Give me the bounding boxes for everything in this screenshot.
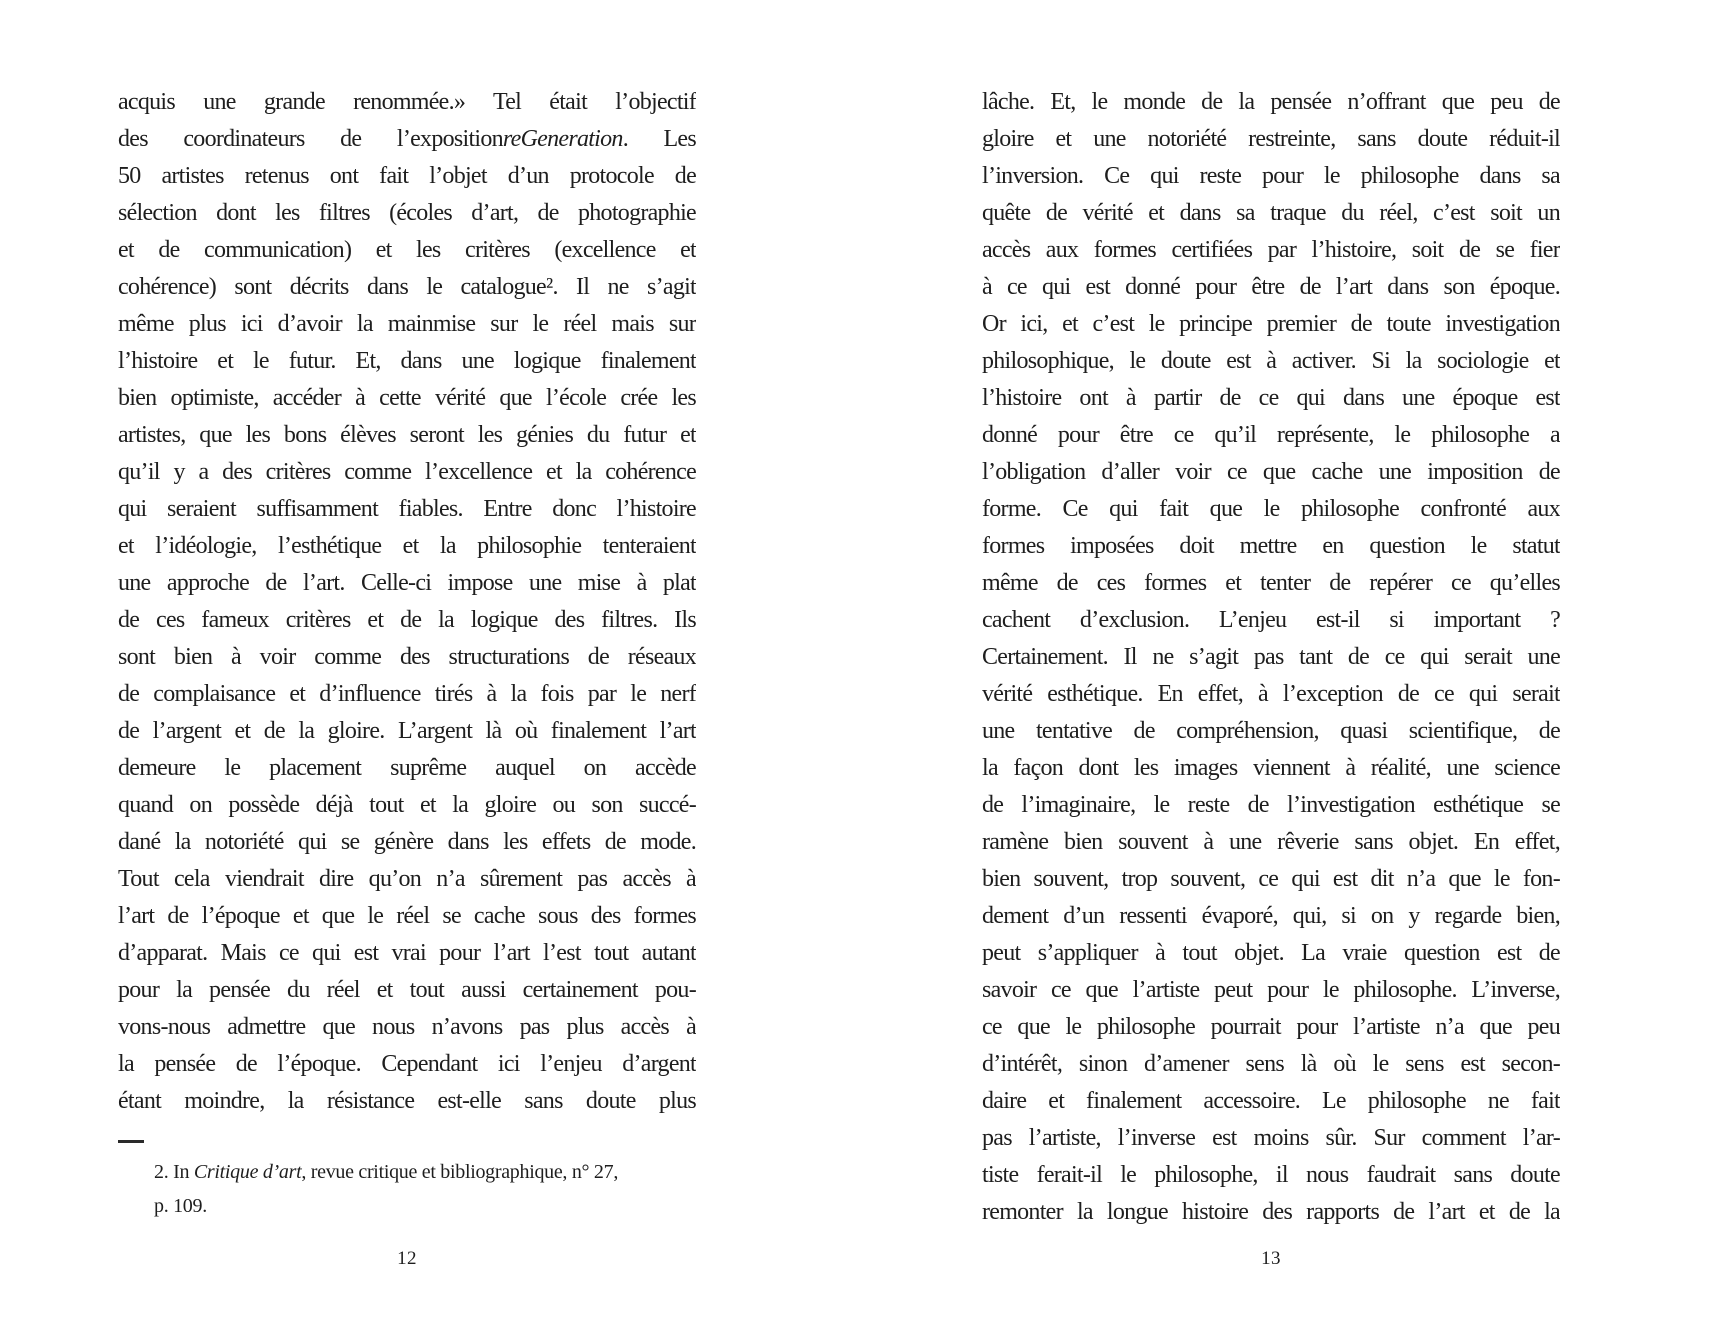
text-run: des coordinateurs de l’exposition — [118, 126, 503, 152]
footnote-citation-rest: , revue critique et bibliographique, n° 27, — [301, 1161, 619, 1183]
text-line: dané la notoriété qui se génère dans les effets de mode. — [118, 829, 696, 855]
text-line: de complaisance et d’influence tirés à la fois par le nerf — [118, 681, 696, 707]
text-line: vérité esthétique. En effet, à l’exception de ce qui serait — [982, 681, 1560, 707]
footnote-line-2: p. 109. — [154, 1195, 207, 1217]
text-line — [118, 121, 696, 158]
text-line: Certainement. Il ne s’agit pas tant de ce qui serait une — [982, 644, 1560, 670]
text-line: une approche de l’art. Celle-ci impose une mise à plat — [118, 570, 696, 596]
italic-text-run: reGeneration — [502, 126, 623, 152]
text-line: même plus ici d’avoir la mainmise sur le réel mais sur — [118, 311, 696, 337]
text-line: l’art de l’époque et que le réel se cache sous des formes — [118, 903, 696, 929]
text-line: quête de vérité et dans sa traque du réel, c’est soit un — [982, 200, 1560, 226]
text-line: et de communication) et les critères (excellence et — [118, 237, 696, 263]
text-line: et l’idéologie, l’esthétique et la philosophie tenteraient — [118, 533, 696, 559]
text-line: demeure le placement suprême auquel on accède — [118, 755, 696, 781]
right-page-number: 13 — [1261, 1248, 1281, 1269]
text-line: gloire et une notoriété restreinte, sans doute réduit-il — [982, 126, 1560, 152]
text-line: savoir ce que l’artiste peut pour le philosophe. L’inverse, — [982, 977, 1560, 1003]
footnote-title-italic: Critique d’art — [193, 1161, 302, 1183]
text-line: tiste ferait-il le philosophe, il nous faudrait sans doute — [982, 1162, 1560, 1188]
text-line: Tout cela viendrait dire qu’on n’a sûrement pas accès à — [118, 866, 696, 892]
text-line: qui seraient suffisamment fiables. Entre donc l’histoire — [118, 496, 696, 522]
text-line: d’apparat. Mais ce qui est vrai pour l’art l’est tout autant — [118, 940, 696, 966]
text-line: ramène bien souvent à une rêverie sans objet. En effet, — [982, 829, 1560, 855]
text-line: daire et finalement accessoire. Le philosophe ne fait — [982, 1088, 1560, 1114]
text-line: de ces fameux critères et de la logique des filtres. Ils — [118, 607, 696, 633]
left-page-number: 12 — [397, 1248, 417, 1269]
footnote-ref-number: 2. In — [154, 1161, 194, 1183]
text-line: artistes, que les bons élèves seront les génies du futur et — [118, 422, 696, 448]
text-line: vons-nous admettre que nous n’avons pas plus accès à — [118, 1014, 696, 1040]
text-line: pas l’artiste, l’inverse est moins sûr. Sur comment l’ar- — [982, 1125, 1560, 1151]
text-line: même de ces formes et tenter de repérer ce qu’elles — [982, 570, 1560, 596]
text-line: 50 artistes retenus ont fait l’objet d’un protocole de — [118, 163, 696, 189]
text-line: donné pour être ce qu’il représente, le philosophe a — [982, 422, 1560, 448]
text-run: . Les — [622, 126, 696, 152]
text-line: à ce qui est donné pour être de l’art dans son époque. — [982, 274, 1560, 300]
text-line: sélection dont les filtres (écoles d’art, de photographie — [118, 200, 696, 226]
text-line: bien optimiste, accéder à cette vérité que l’école crée les — [118, 385, 696, 411]
text-line: accès aux formes certifiées par l’histoire, soit de se fier — [982, 237, 1560, 263]
text-line: pour la pensée du réel et tout aussi certainement pou- — [118, 977, 696, 1003]
text-line: forme. Ce qui fait que le philosophe confronté aux — [982, 496, 1560, 522]
text-line: l’obligation d’aller voir ce que cache une imposition de — [982, 459, 1560, 485]
text-line: qu’il y a des critères comme l’excellence et la cohérence — [118, 459, 696, 485]
text-line: cohérence) sont décrits dans le catalogue². Il ne s’agit — [118, 274, 696, 300]
text-line: remonter la longue histoire des rapports de l’art et de la — [982, 1199, 1560, 1225]
text-line: philosophique, le doute est à activer. Si la sociologie et — [982, 348, 1560, 374]
text-line: formes imposées doit mettre en question le statut — [982, 533, 1560, 559]
text-line: une tentative de compréhension, quasi scientifique, de — [982, 718, 1560, 744]
text-line: lâche. Et, le monde de la pensée n’offrant que peu de — [982, 89, 1560, 115]
footnote-block — [118, 1140, 696, 1223]
text-line: cachent d’exclusion. L’enjeu est-il si important ? — [982, 607, 1560, 633]
footnote-text — [118, 1155, 696, 1223]
left-page-text-column — [118, 84, 696, 1120]
text-line: l’histoire et le futur. Et, dans une logique finalement — [118, 348, 696, 374]
right-page-text-column — [982, 84, 1560, 1231]
text-line: Or ici, et c’est le principe premier de toute investigation — [982, 311, 1560, 337]
text-line: ce que le philosophe pourrait pour l’artiste n’a que peu — [982, 1014, 1560, 1040]
text-line: de l’imaginaire, le reste de l’investigation esthétique se — [982, 792, 1560, 818]
text-line: l’histoire ont à partir de ce qui dans une époque est — [982, 385, 1560, 411]
footnote-separator-rule — [118, 1140, 144, 1143]
text-line: de l’argent et de la gloire. L’argent là où finalement l’art — [118, 718, 696, 744]
text-line: bien souvent, trop souvent, ce qui est dit n’a que le fon- — [982, 866, 1560, 892]
text-line: la pensée de l’époque. Cependant ici l’enjeu d’argent — [118, 1051, 696, 1077]
text-line: dement d’un ressenti évaporé, qui, si on y regarde bien, — [982, 903, 1560, 929]
text-line: sont bien à voir comme des structurations de réseaux — [118, 644, 696, 670]
text-line: étant moindre, la résistance est-elle sans doute plus — [118, 1088, 696, 1114]
text-line: d’intérêt, sinon d’amener sens là où le sens est secon- — [982, 1051, 1560, 1077]
footnote-line-1 — [154, 1155, 696, 1189]
text-line: peut s’appliquer à tout objet. La vraie question est de — [982, 940, 1560, 966]
text-line: l’inversion. Ce qui reste pour le philosophe dans sa — [982, 163, 1560, 189]
text-line: la façon dont les images viennent à réalité, une science — [982, 755, 1560, 781]
text-line: acquis une grande renommée.» Tel était l’objectif — [118, 89, 696, 115]
text-line: quand on possède déjà tout et la gloire ou son succé- — [118, 792, 696, 818]
